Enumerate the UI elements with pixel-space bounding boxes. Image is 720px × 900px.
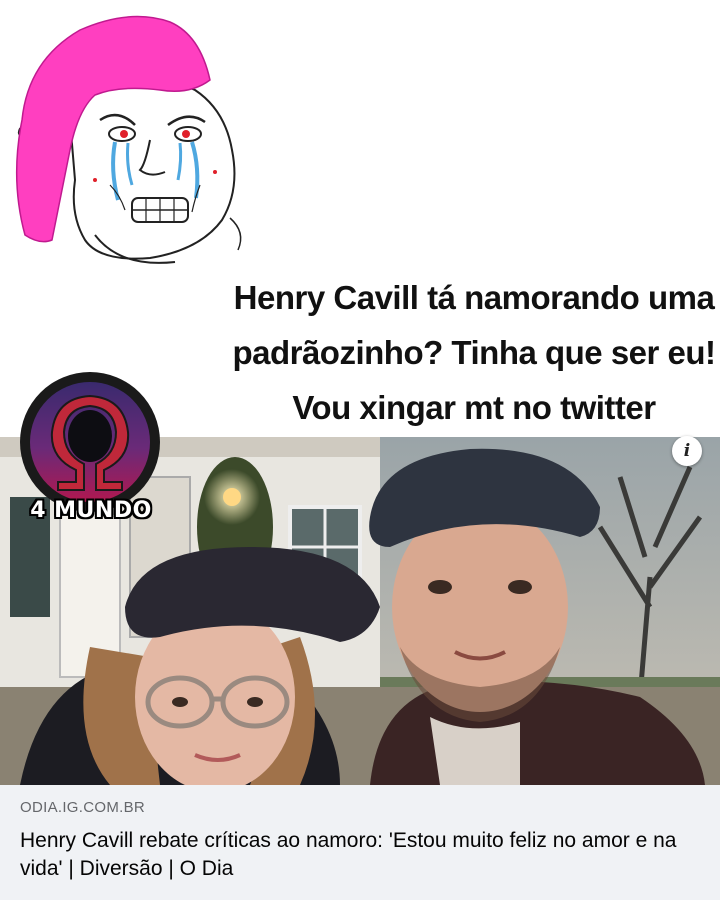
crying-wojak-icon (0, 0, 270, 280)
info-icon[interactable]: i (672, 436, 702, 466)
caption-line-3: Vou xingar mt no twitter (292, 389, 656, 426)
caption-line-1: Henry Cavill tá namorando uma (233, 279, 715, 316)
meme-caption (228, 270, 720, 435)
link-domain: ODIA.IG.COM.BR (20, 799, 146, 816)
link-preview-card[interactable] (0, 785, 720, 900)
logo-text: 4 MUNDO (30, 498, 152, 523)
caption-line-2: padrãozinho? Tinha que ser eu! (232, 334, 716, 371)
link-title[interactable]: Henry Cavill rebate críticas ao namoro: 'Estou muito feliz no amor e na vida' | Diversão | O Dia (20, 829, 677, 880)
